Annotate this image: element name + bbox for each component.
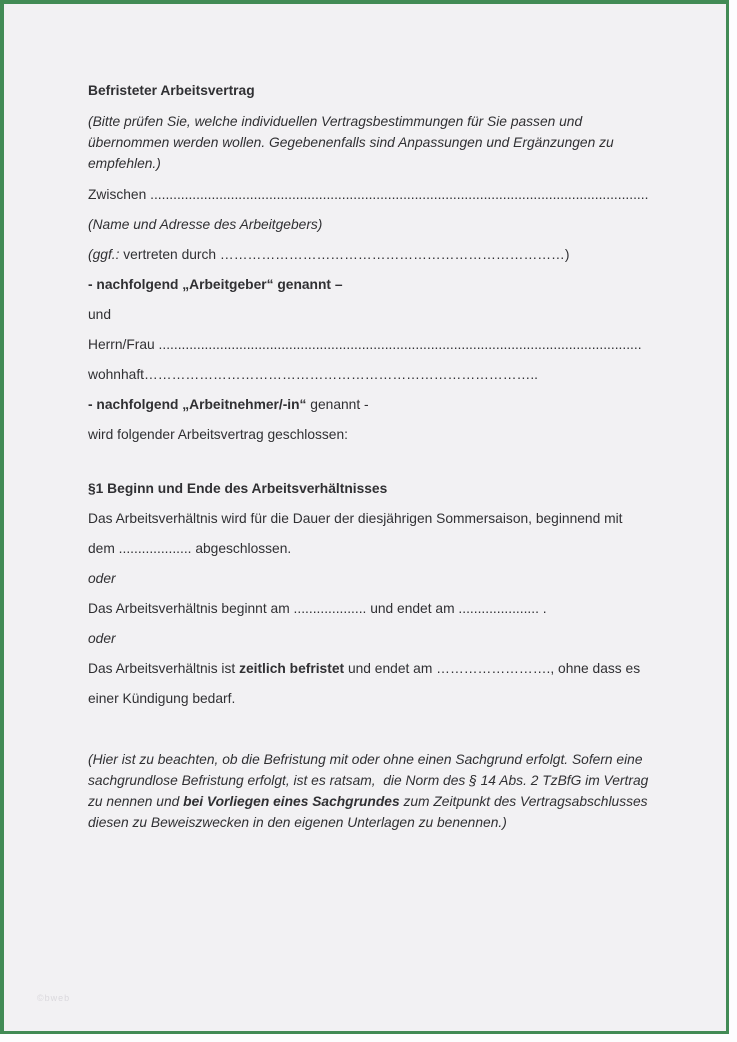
employee-name-line (88, 330, 654, 360)
employer-hint: (Name und Adresse des Arbeitgebers) (88, 217, 323, 232)
note-l3-pre: zu nennen und (88, 794, 184, 809)
intro-note-line-2: übernommen werden wollen. Gegebenenfalls sind Anpassungen und Ergänzungen zu (88, 135, 614, 150)
p3-post-text: und endet am ……………………., ohne dass es (344, 661, 641, 676)
section1-heading: §1 Beginn und Ende des Arbeitsverhältnisses (88, 481, 388, 496)
vertreten-durch-label: vertreten durch (119, 247, 220, 262)
section1-p3-line-2: einer Kündigung bedarf. (88, 691, 236, 706)
oder-separator-2: oder (88, 631, 116, 646)
employer-name-fill-in: .................................................................................................................................. (150, 187, 649, 202)
employer-designation-line: - nachfolgend „Arbeitgeber“ genannt – (88, 277, 343, 292)
section1-p3-line-1 (88, 654, 654, 684)
document-text-column (88, 76, 654, 833)
intro-note-line-3: empfehlen.) (88, 156, 161, 171)
intro-note-line-1: (Bitte prüfen Sie, welche individuellen Vertragsbestimmungen für Sie passen und (88, 114, 583, 129)
und-line: und (88, 307, 112, 322)
legal-note-line-1: (Hier ist zu beachten, ob die Befristung mit oder ohne einen Sachgrund erfolgt. Sofern eine (88, 752, 643, 767)
note-l3-bold: bei Vorliegen eines Sachgrundes (183, 794, 400, 809)
wohnhaft-line (88, 360, 654, 390)
section1-p2-line: Das Arbeitsverhältnis beginnt am ................... und endet am ..................... . (88, 601, 547, 616)
doc-title: Befristeter Arbeitsvertrag (88, 83, 255, 98)
employee-designation-bold: - nachfolgend „Arbeitnehmer/-in“ (88, 397, 307, 412)
herrn-frau-label: Herrn/Frau (88, 337, 159, 352)
employee-designation-line (88, 390, 654, 420)
address-fill-in: ………………………………………………………………………….. (144, 367, 538, 382)
contract-closing-line: wird folgender Arbeitsvertrag geschlossen: (88, 427, 348, 442)
oder-separator-1: oder (88, 571, 116, 586)
ggf-label: (ggf.: (88, 247, 120, 262)
p3-pre-text: Das Arbeitsverhältnis ist (88, 661, 240, 676)
employee-designation-rest: genannt - (306, 397, 369, 412)
legal-note (88, 749, 654, 833)
legal-note-line-3 (88, 791, 654, 812)
ggf-close-paren: ) (564, 247, 570, 262)
watermark: ©bweb (37, 993, 71, 1003)
zwischen-line (88, 180, 654, 210)
employee-name-fill-in: .............................................................................................................................. (158, 337, 642, 352)
p3-bold-text: zeitlich befristet (239, 661, 345, 676)
section1-p1-line-1: Das Arbeitsverhältnis wird für die Dauer der diesjährigen Sommersaison, beginnend mit (88, 511, 623, 526)
section1-p1-line-2: dem ................... abgeschlossen. (88, 541, 292, 556)
zwischen-label: Zwischen (88, 187, 151, 202)
note-l3-post: zum Zeitpunkt des Vertragsabschlusses (399, 794, 648, 809)
legal-note-line-2: sachgrundlose Befristung erfolgt, ist es ratsam, die Norm des § 14 Abs. 2 TzBfG im Vertrag (88, 773, 649, 788)
wohnhaft-label: wohnhaft (88, 367, 144, 382)
intro-note (88, 111, 654, 174)
representative-fill-in: ………………………………………………………………… (219, 247, 565, 262)
ggf-vertreten-line (88, 240, 654, 270)
legal-note-line-4: diesen zu Beweiszwecken in den eigenen Unterlagen zu benennen.) (88, 815, 507, 830)
